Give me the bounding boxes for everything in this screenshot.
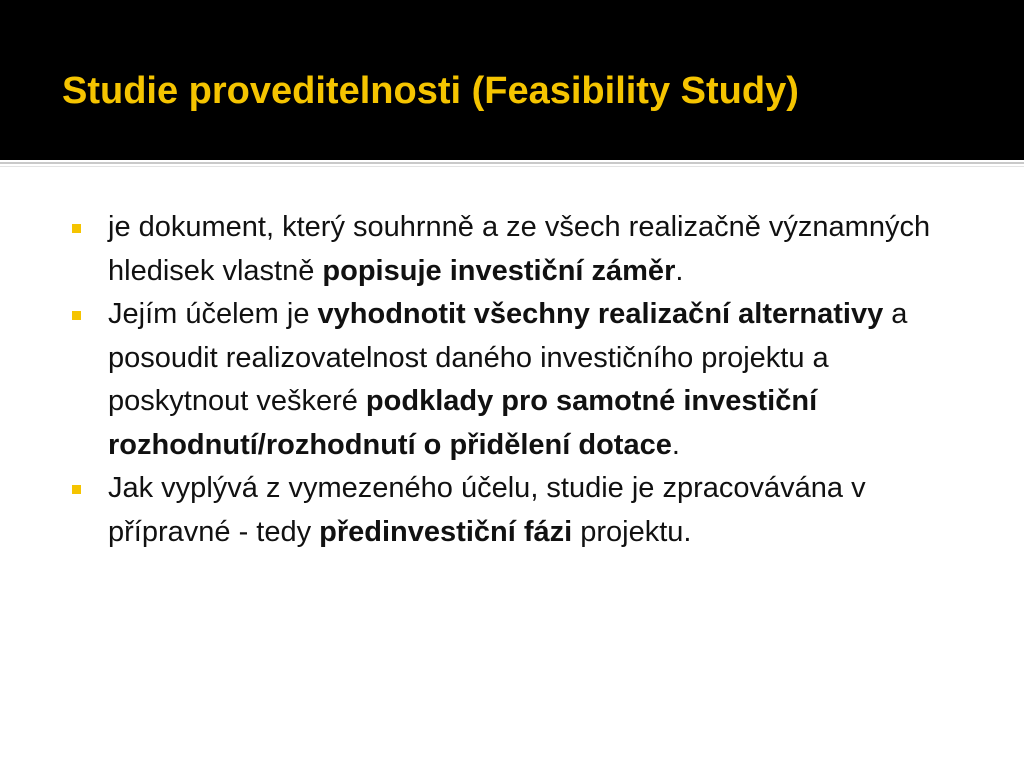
bullet-item-2 bbox=[72, 293, 972, 467]
square-bullet-icon bbox=[72, 224, 81, 233]
bullet-item-3 bbox=[72, 467, 972, 554]
bullet-list bbox=[72, 206, 972, 554]
divider-line-thin bbox=[0, 166, 1024, 167]
bullet-2-bold-1: vyhodnotit všechny realizační alternativy bbox=[317, 298, 884, 330]
bullet-item-1 bbox=[72, 206, 972, 293]
bullet-3-bold-1: předinvestiční fázi bbox=[319, 515, 573, 548]
square-bullet-icon bbox=[72, 311, 81, 320]
bullet-1-bold-1: popisuje investiční záměr bbox=[322, 254, 676, 287]
bullet-1-text-2: . bbox=[675, 254, 684, 287]
bullet-2-bold-2: podklady pro samotné investiční rozhodnutí/rozhodnutí o přidělení dotace bbox=[108, 385, 818, 461]
bullet-3-text-1: Jak vyplývá z vymezeného účelu, studie je zpracovávána v přípravné - tedy bbox=[108, 472, 866, 548]
divider-line bbox=[0, 162, 1024, 164]
bullet-2-text-1: Jejím účelem je bbox=[108, 298, 318, 330]
bullet-2-text-3: . bbox=[671, 428, 680, 461]
slide-title: Studie proveditelnosti (Feasibility Study) bbox=[62, 70, 799, 112]
bullet-2-text-2: a posoudit realizovatelnost daného investičního projektu a poskytnout veškeré bbox=[108, 298, 908, 417]
title-bar bbox=[0, 0, 1024, 160]
bullet-3-text-2: projektu. bbox=[572, 515, 692, 548]
square-bullet-icon bbox=[72, 485, 81, 494]
bullet-1-text-1: je dokument, který souhrnně a ze všech realizačně významných hledisek vlastně bbox=[108, 211, 931, 287]
